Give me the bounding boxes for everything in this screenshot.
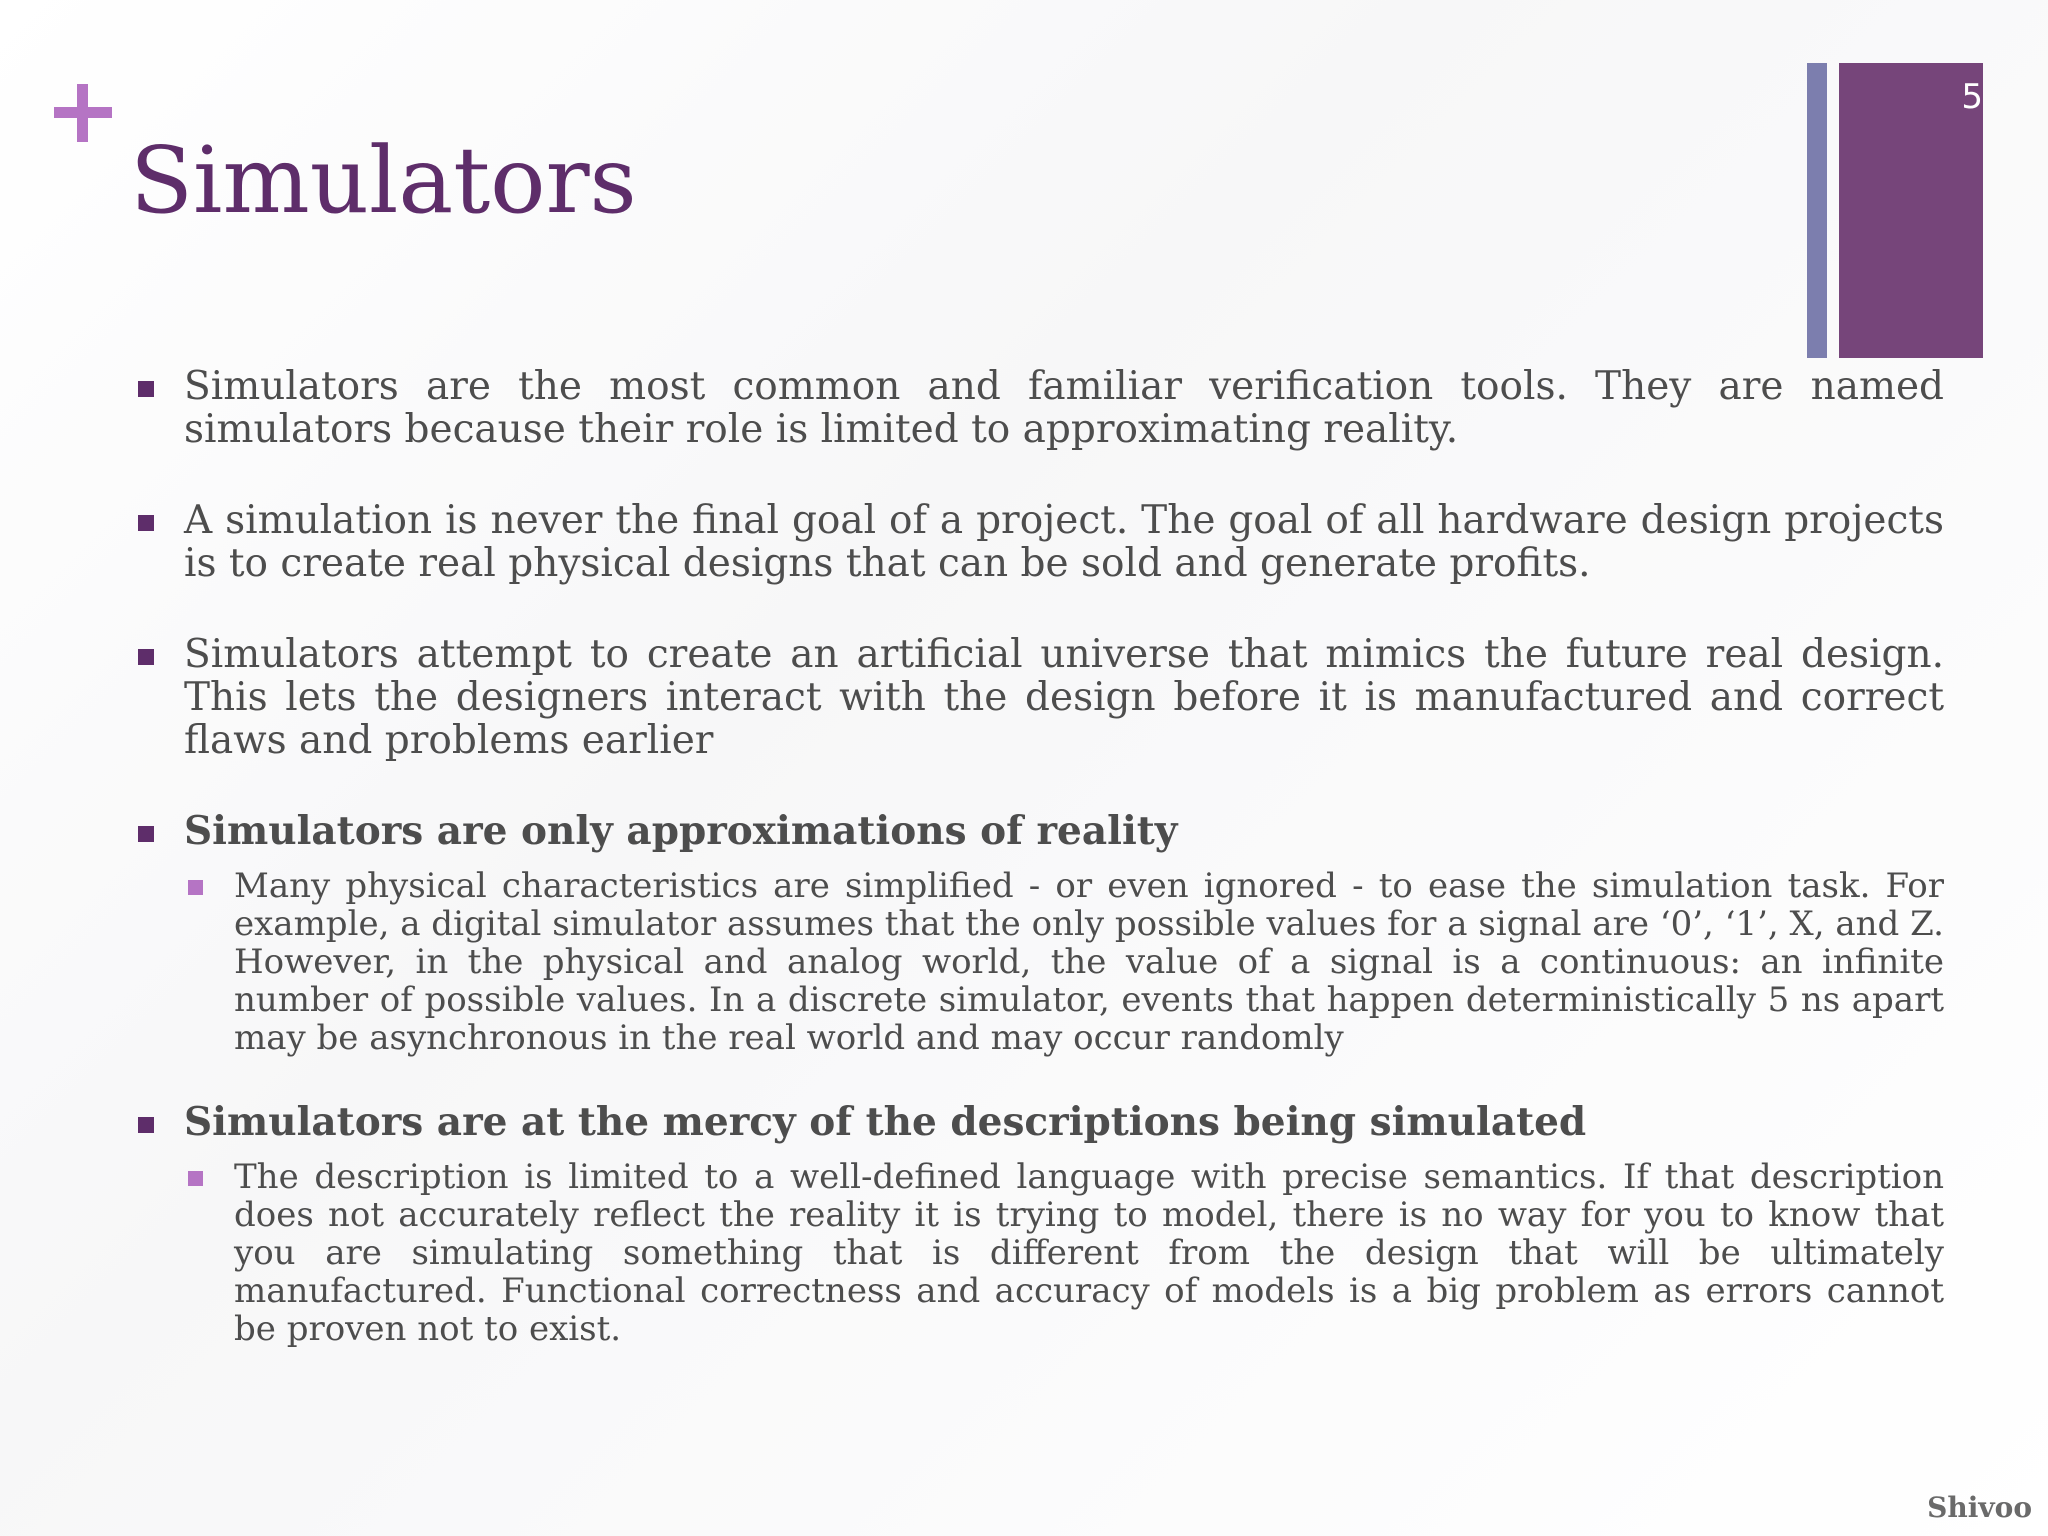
bullet-item	[134, 365, 1944, 451]
page-number: 5	[1961, 77, 1983, 117]
bullet-item	[134, 633, 1944, 762]
bullet-text: Simulators are the most common and familiar verification tools. They are named simulators because their role is limited to approximating reality.	[184, 364, 1944, 452]
bullet-heading: Simulators are at the mercy of the descriptions being simulated	[184, 1099, 1587, 1145]
square-bullet-icon	[138, 826, 154, 842]
sub-bullet-item	[184, 867, 1944, 1057]
square-bullet-icon	[138, 1117, 154, 1133]
decorative-bar-thin	[1807, 63, 1827, 358]
bullet-item	[134, 1101, 1944, 1144]
slide-title: Simulators	[130, 127, 637, 234]
bullet-text: A simulation is never the final goal of a project. The goal of all hardware design projects is to create real physical designs that can be sold and generate profits.	[184, 498, 1944, 586]
bullet-text: Simulators attempt to create an artificial universe that mimics the future real design. This lets the designers interact with the design before it is manufactured and correct flaws and problems earlier	[184, 632, 1944, 763]
square-sub-bullet-icon	[188, 1171, 203, 1186]
bullet-item	[134, 499, 1944, 585]
decorative-bar-wide	[1839, 63, 1983, 358]
sub-bullet-text: The description is limited to a well-defined language with precise semantics. If that description does not accurately reflect the reality it is trying to model, there is no way for you to know that you are simulating something that is different from the design that will be ultimately manufactured. Functional correctness and accuracy of models is a big problem as errors cannot be proven not to exist.	[234, 1157, 1944, 1349]
bullet-heading: Simulators are only approximations of reality	[184, 808, 1178, 854]
sub-bullet-text: Many physical characteristics are simplified - or even ignored - to ease the simulation task. For example, a digital simulator assumes that the only possible values for a signal are ‘0’, ‘1’, X, and Z. However, in the physical and analog world, the value of a signal is a continuous: an infinite number of possible values. In a discrete simulator, events that happen deterministically 5 ns apart may be asynchronous in the real world and may occur randomly	[234, 866, 1944, 1058]
square-sub-bullet-icon	[188, 880, 203, 895]
footer-author: Shivoo	[1927, 1491, 2032, 1524]
sub-bullet-item	[184, 1158, 1944, 1348]
square-bullet-icon	[138, 649, 154, 665]
slide-content	[134, 365, 1944, 1392]
plus-icon	[52, 82, 114, 144]
square-bullet-icon	[138, 515, 154, 531]
bullet-item	[134, 810, 1944, 853]
square-bullet-icon	[138, 381, 154, 397]
